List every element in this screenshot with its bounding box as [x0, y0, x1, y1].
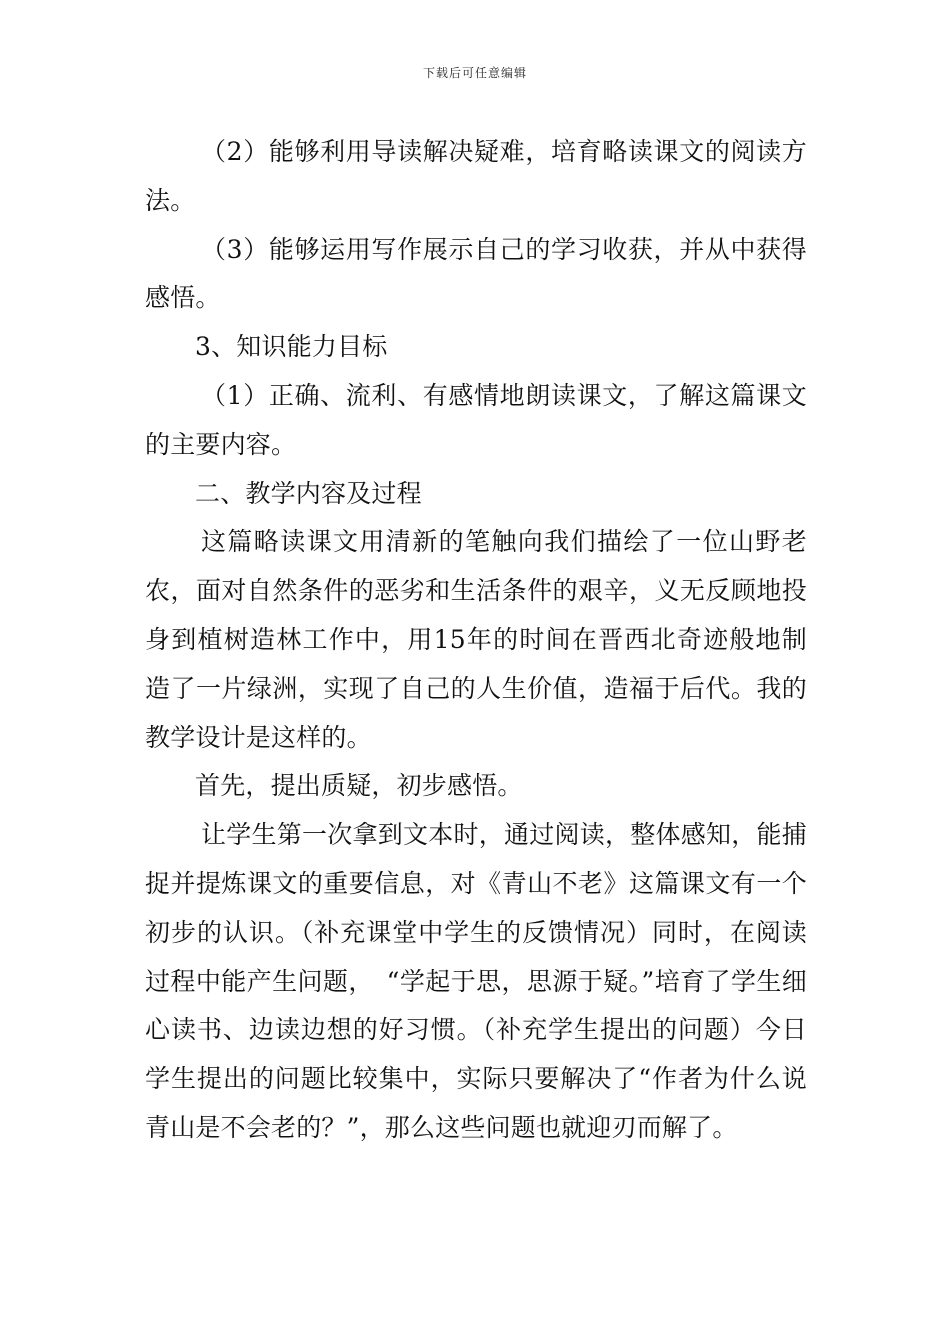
page-header-note: 下载后可任意编辑: [422, 66, 527, 80]
teaching-process-paragraph: 让学生第一次拿到文本时，通过阅读，整体感知，能捕捉并提炼课文的重要信息，对《青山不老》这篇课文有一个初步的认识。（补充课堂中学生的反馈情况）同时，在阅读过程中能产生问题， “学起于思，思源于疑。”培育了学生细心读书、边读边想的好习惯。（补充学生提出的问题）今日学生提出的问题比较集中，实际只要解决了“作者为什么说青山是不会老的？”，那么这些问题也就迎刃而解了。: [145, 820, 807, 1142]
section-heading-teaching-content: 二、教学内容及过程: [195, 478, 422, 508]
document-body: [145, 128, 807, 1153]
step-heading-first: 首先，提出质疑，初步感悟。: [195, 771, 523, 801]
lesson-summary-paragraph: 这篇略读课文用清新的笔触向我们描绘了一位山野老农，面对自然条件的恶劣和生活条件的艰辛，义无反顾地投身到植树造林工作中，用15年的时间在晋西北奇迹般地制造了一片绿洲，实现了自己的人生价值，造福于后代。我的教学设计是这样的。: [145, 527, 807, 752]
objective-paragraph-1: （1）正确、流利、有感情地朗读课文，了解这篇课文的主要内容。: [145, 380, 807, 459]
objective-paragraph-2: （2）能够利用导读解决疑难，培育略读课文的阅读方法。: [145, 137, 807, 215]
section-heading-knowledge-goals: 3、知识能力目标: [195, 332, 388, 362]
objective-paragraph-3: （3）能够运用写作展示自己的学习收获，并从中获得感悟。: [145, 234, 807, 313]
